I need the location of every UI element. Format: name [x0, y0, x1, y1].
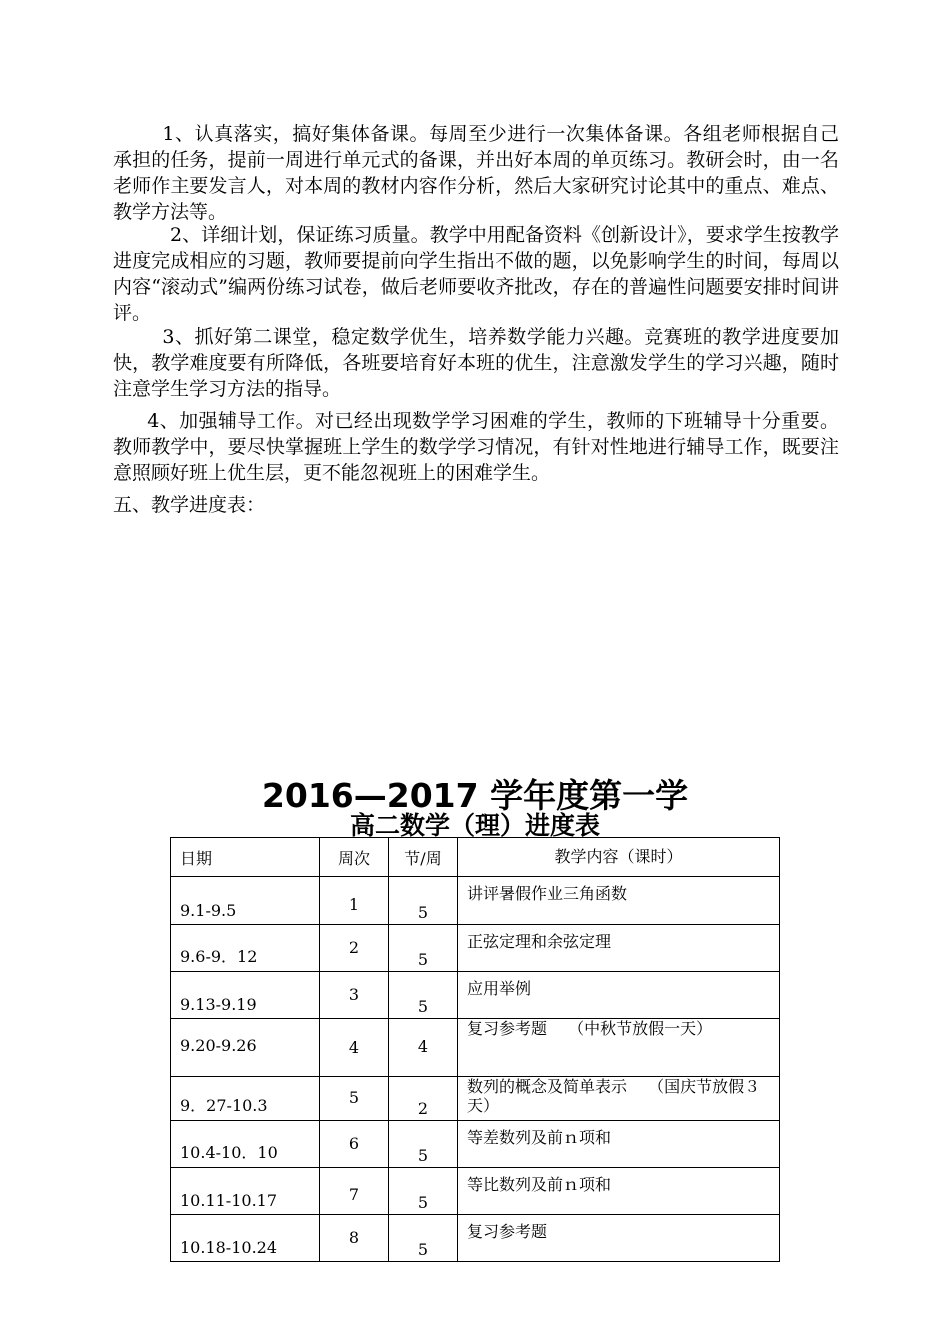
cell-content: 正弦定理和余弦定理	[458, 925, 780, 972]
cell-content: 复习参考题	[458, 1215, 780, 1262]
header-date: 日期	[171, 838, 320, 877]
table-row	[171, 1121, 780, 1168]
cell-periods: 5	[389, 925, 458, 972]
header-periods: 节/周	[389, 838, 458, 877]
cell-date: 9.13-9.19	[171, 972, 320, 1019]
cell-periods: 5	[389, 877, 458, 925]
cell-date: 9.1-9.5	[171, 877, 320, 925]
table-row	[171, 1168, 780, 1215]
table-row	[171, 1077, 780, 1121]
cell-content: 数列的概念及简单表示 （国庆节放假３天）	[458, 1077, 780, 1121]
paragraph-1: 1、认真落实，搞好集体备课。每周至少进行一次集体备课。各组老师根据自己承担的任务，提前一周进行单元式的备课，并出好本周的单页练习。教研会时，由一名老师作主要发言人，对本周的教材内容作分析，然后大家研究讨论其中的重点、难点、教学方法等。	[113, 123, 839, 223]
cell-periods: 4	[389, 1019, 458, 1077]
table-row	[171, 972, 780, 1019]
cell-week: 8	[320, 1215, 389, 1262]
cell-content: 讲评暑假作业三角函数	[458, 877, 780, 925]
header-content: 教学内容（课时）	[458, 838, 780, 877]
cell-week: 4	[320, 1019, 389, 1077]
section-heading: 五、教学进度表：	[113, 494, 266, 516]
cell-periods: 5	[389, 1168, 458, 1215]
cell-date: 10.11-10.17	[171, 1168, 320, 1215]
cell-date: 9.6-9．12	[171, 925, 320, 972]
cell-periods: 5	[389, 1215, 458, 1262]
table-row	[171, 877, 780, 925]
header-week: 周次	[320, 838, 389, 877]
cell-date: 10.18-10.24	[171, 1215, 320, 1262]
cell-periods: 5	[389, 972, 458, 1019]
cell-week: 7	[320, 1168, 389, 1215]
cell-week: 3	[320, 972, 389, 1019]
cell-periods: 2	[389, 1077, 458, 1121]
table-header-row	[171, 838, 780, 877]
cell-date: 10.4-10．10	[171, 1121, 320, 1168]
schedule-table	[170, 837, 780, 1262]
paragraph-2: 2、详细计划，保证练习质量。教学中用配备资料《创新设计》，要求学生按教学进度完成相应的习题，教师要提前向学生指出不做的题，以免影响学生的时间，每周以内容“滚动式”编两份练习试卷，做后老师要收齐批改，存在的普遍性问题要安排时间讲评。	[113, 224, 839, 324]
cell-content: 应用举例	[458, 972, 780, 1019]
paragraph-3: 3、抓好第二课堂，稳定数学优生，培养数学能力兴趣。竞赛班的教学进度要加快，教学难度要有所降低，各班要培育好本班的优生，注意激发学生的学习兴趣，随时注意学生学习方法的指导。	[113, 326, 839, 400]
paragraph-4: 4、加强辅导工作。对已经出现数学学习困难的学生，教师的下班辅导十分重要。教师教学中，要尽快掌握班上学生的数学学习情况，有针对性地进行辅导工作，既要注意照顾好班上优生层，更不能忽视班上的困难学生。	[113, 410, 839, 484]
cell-date: 9.20-9.26	[171, 1019, 320, 1077]
cell-periods: 5	[389, 1121, 458, 1168]
cell-content: 等比数列及前ｎ项和	[458, 1168, 780, 1215]
table-row	[171, 925, 780, 972]
cell-week: 1	[320, 877, 389, 925]
table-row	[171, 1019, 780, 1077]
table-row	[171, 1215, 780, 1262]
cell-content: 等差数列及前ｎ项和	[458, 1121, 780, 1168]
cell-date: 9．27-10.3	[171, 1077, 320, 1121]
table-title-line2: 高二数学（理）进度表	[349, 811, 600, 840]
cell-content: 复习参考题 （中秋节放假一天）	[458, 1019, 780, 1077]
cell-week: 6	[320, 1121, 389, 1168]
table-title-line1: 2016—2017 学年度第一学	[261, 776, 689, 815]
cell-week: 2	[320, 925, 389, 972]
cell-week: 5	[320, 1077, 389, 1121]
